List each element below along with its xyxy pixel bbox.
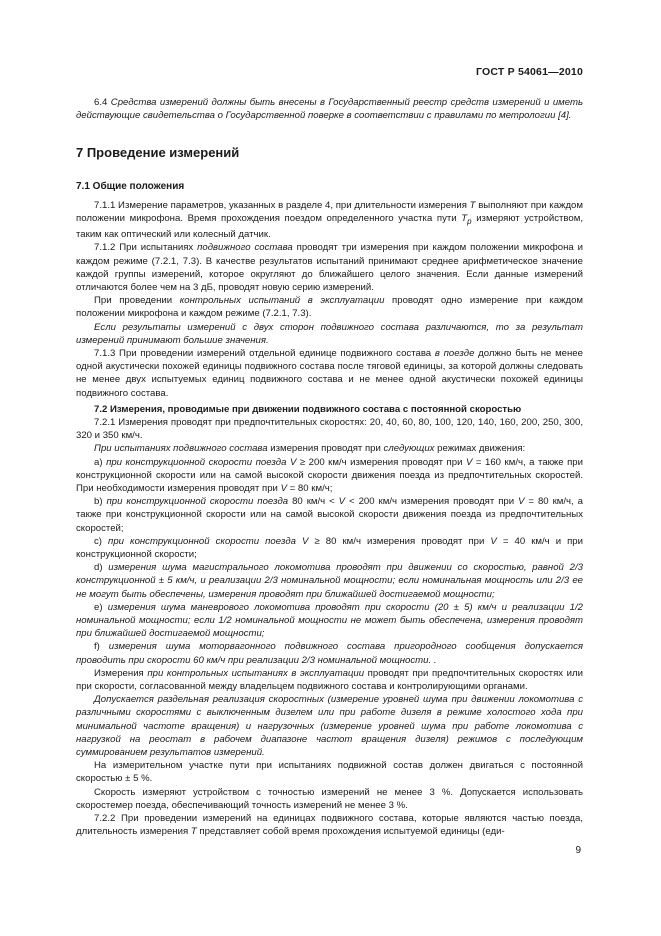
symbol-tp: T (461, 213, 468, 225)
text-run: 7.1.3 При проведении измерений отдельной единице подвижного состава (94, 347, 435, 359)
text-run: выполняют при каждом положении микрофона. Время прохождения поездом определенного участка пути (76, 199, 583, 225)
symbol-v: V (338, 496, 346, 508)
paragraph-control-speeds (76, 667, 583, 693)
symbol-t: T (469, 199, 476, 211)
symbol-v: V (289, 456, 297, 468)
symbol-v: V (302, 535, 309, 547)
text-run: = 40 км/ч и при конструкционной скорости; (76, 535, 583, 560)
text-run: = 160 км/ч, а также при конструкционной скорости или на самой высокой скорости движения поезда из предпочтительных скоростей. При необходимости измерения проводят при (76, 456, 584, 494)
symbol-v: V (490, 535, 497, 547)
clause-text: Средства измерений должны быть внесены в Государственный реестр средств измерений и иметь действующие свидетельства о Государственной поверке в соответствии с правилами по метрологии [4]. (76, 97, 583, 122)
list-label: f) (94, 641, 109, 653)
italic-term: контрольных испытаний в эксплуатации (179, 295, 385, 307)
subscript: p (467, 216, 472, 226)
paragraph-7-1-2 (76, 241, 583, 294)
text-run: ≥ 80 км/ч измерения проводят при (308, 535, 491, 547)
symbol-v: V (465, 456, 473, 468)
subsection-title-7-1: 7.1 Общие положения (76, 180, 185, 192)
italic-term: при конструкционной скорости поезда (106, 496, 289, 508)
list-item-e (76, 601, 583, 641)
italic-term: При испытаниях подвижного состава (94, 443, 268, 455)
paragraph-7-1-1 (76, 199, 583, 242)
text-run: ≥ 200 км/ч измерения проводят при (296, 456, 466, 468)
paragraph-7-2-2 (76, 812, 583, 838)
paragraph-modes-intro (76, 442, 583, 455)
list-label: d) (94, 562, 109, 574)
paragraph-two-sides: Если результаты измерений с двух сторон подвижного состава различаются, то за результат измерений принимают большие значения. (76, 321, 583, 346)
text-run: 7.1.1 Измерение параметров, указанных в разделе 4, при длительности измерения (94, 199, 470, 211)
text-run: < 200 км/ч измерения проводят при (345, 496, 519, 508)
italic-term: при контрольных испытаниях в эксплуатации (147, 667, 365, 679)
text-run: = 80 км/ч; (287, 482, 333, 494)
text-run: При проведении (94, 295, 180, 307)
page-number: 9 (575, 845, 581, 856)
italic-term: при конструкционной скорости поезда (108, 535, 303, 547)
italic-term: измерения шума маневрового локомотива проводят при скорости (20 ± 5) км/ч и реализации 1/2 номинальной мощности; если 1/2 номинальной мощности не может быть обеспечена, измерения проводят при ближайшей достигаемой мощности; (76, 601, 583, 640)
paragraph-6-4 (76, 96, 583, 122)
list-item-b (76, 495, 583, 535)
text-run: проводят одно измерение при каждом положении микрофона и каждом режиме (7.2.1, 7.3). (76, 295, 583, 320)
list-label: b) (94, 496, 107, 508)
symbol-v: V (280, 482, 287, 494)
text-run: = 80 км/ч, а также при конструкционной скорости или на самой высокой скорости движения поезда из предпочтительных скоростей; (76, 496, 583, 534)
section-title: 7 Проведение измерений (76, 145, 240, 161)
clause-number: 6.4 (94, 97, 108, 108)
paragraph-speed-measurement: Скорость измеряют устройством с точностью измерений не менее 3 %. Допускается использовать скоростемер поезда, обеспечивающий точность измерений не менее 3 %. (76, 786, 583, 811)
text-run: 80 км/ч < (288, 496, 339, 508)
text-run: проводят три измерения при каждом положении микрофона и каждом режиме (7.2.1, 7.3). В качестве результатов испытаний принимают среднее арифметическое значение каждой группы измерений, которое округляют до ближайшего целого значения. Если данные измерений отличаются более чем на 3 дБ, проводят новую серию измерений. (76, 242, 583, 293)
text-run: 7.2.2 При проведении измерений на единицах подвижного состава, которые являются частью поезда, длительность измерения (76, 813, 583, 838)
list-item-d (76, 561, 583, 601)
text-run: измерения проводят при (267, 443, 384, 455)
list-label: c) (94, 535, 109, 547)
italic-term: следующих (383, 443, 435, 455)
italic-term: при конструкционной скорости поезда (106, 456, 290, 468)
list-item-a (76, 456, 583, 496)
list-label: a) (94, 456, 107, 468)
list-item-f (76, 640, 583, 666)
text-run: представляет собой время прохождения испытуемой единицы (еди- (196, 826, 505, 838)
text-run: режимах движения: (434, 443, 526, 455)
list-item-c (76, 535, 583, 561)
italic-term: в поезде (434, 347, 475, 359)
italic-term: измерения шума магистрального локомотива проводят при движении со скоростью, равной 2/3 конструкционной ± 5 км/ч, и реализации 2/3 номинальной мощности; если номинальная мощность или 2/3 ее не могут быть обеспечены, измерения проводят при ближайшей достигаемой мощности; (76, 562, 583, 600)
text-run: Измерения (94, 667, 148, 679)
document-header-id: ГОСТ Р 54061—2010 (475, 66, 583, 78)
text-run: должно быть не менее одной акустически похожей единицы подвижного состава после тяговой единицы, за которой должны следовать не менее двух испытуемых единиц подвижного состава и не менее одной акустически похожей единицы подвижного состава. (76, 347, 583, 399)
text-run: измеряют устройством, таким как оптический или колесный датчик. (76, 213, 583, 241)
page-content (76, 96, 583, 838)
text-run: 7.1.2 При испытаниях (94, 242, 198, 254)
symbol-t: T (190, 826, 197, 838)
paragraph-constant-speed: На измерительном участке пути при испытаниях подвижной состав должен двигаться с постоянной скоростью ± 5 %. (76, 760, 583, 785)
list-label: e) (94, 601, 108, 613)
paragraph-7-1-3 (76, 347, 583, 400)
paragraph-control-tests (76, 294, 583, 320)
subsection-title-7-2: 7.2 Измерения, проводимые при движении подвижного состава с постоянной скоростью (94, 403, 522, 415)
italic-term: измерения шума моторвагонного подвижного состава пригородного сообщения допускается проводить при скорости 60 км/ч при реализации 2/3 номинальной мощности. . (76, 641, 583, 666)
italic-term: подвижного состава (197, 242, 293, 254)
paragraph-7-2-1: 7.2.1 Измерения проводят при предпочтительных скоростях: 20, 40, 60, 80, 100, 120, 140, 160, 200, 250, 300, 320 и 350 км/ч. (76, 416, 583, 442)
symbol-v: V (518, 496, 525, 508)
text-run: проводят при предпочтительных скоростях или при скорости, согласованной между владельцем подвижного состава и контролирующими органами. (76, 667, 583, 693)
paragraph-separate-modes: Допускается раздельная реализация скоростных (измерение уровней шума при движении локомотива с различными скоростями с выключенным дизелем или при работе дизеля в режиме холостого хода при минимальной частоте вращения) и нагрузочных (измерение уровней шума при работе локомотива с нагрузкой на реостат в рабочем диапазоне частот вращения дизеля) режимов с последующим суммированием результатов измерений. (76, 694, 583, 759)
